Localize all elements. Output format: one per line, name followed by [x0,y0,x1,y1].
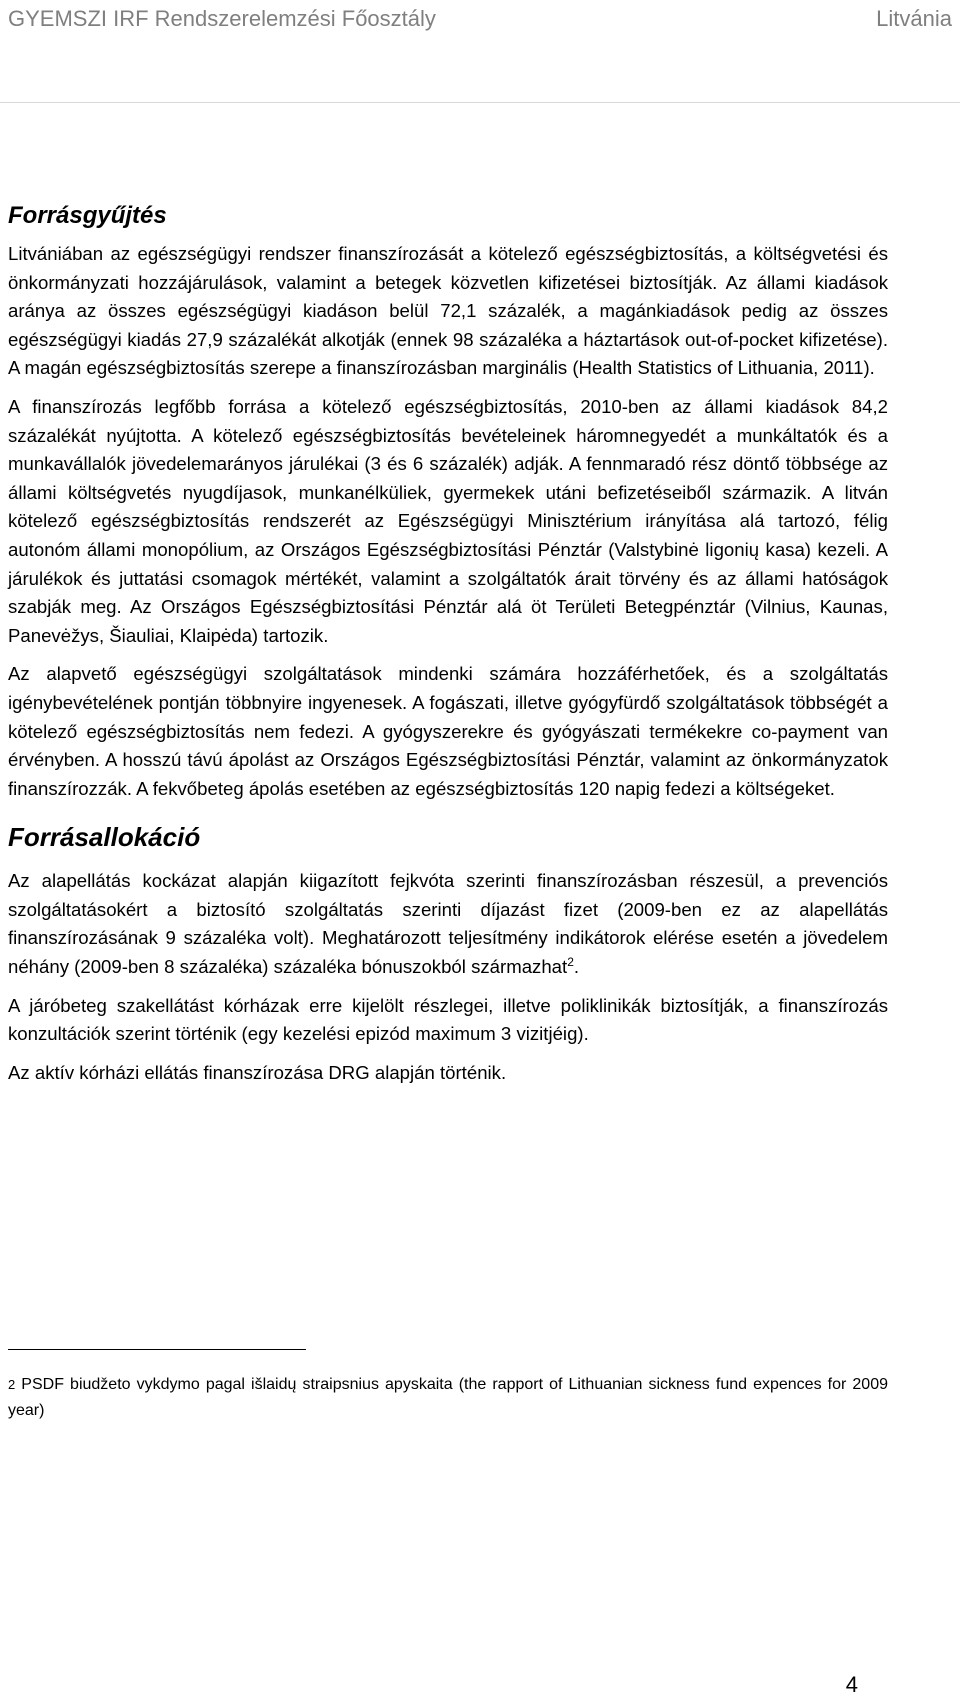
paragraph-3: Az alapvető egészségügyi szolgáltatások mindenki számára hozzáférhetőek, és a szolgáltatás igénybevételének pontján többnyire ingyenesek. A fogászati, illetve gyógyfürdő szolgáltatások többségét a kötelező egészségbiztosítás nem fedezi. A gyógyszerekre és gyógyászati termékekre co-payment van érvényben. A hosszú távú ápolást az Országos Egészségbiztosítási Pénztár, valamint az önkormányzatok finanszírozzák. A fekvőbeteg ápolás esetében az egészségbiztosítás 120 napig fedezi a költségeket. [8,663,888,799]
paragraph-4 [8,867,888,981]
footnote-reference[interactable]: 2 [567,954,574,969]
footnote-divider [8,1349,306,1350]
running-header [8,2,952,36]
header-country: Litvánia [876,6,952,31]
page-number: 4 [845,1672,858,1697]
main-content [8,196,888,1097]
header-divider [0,102,960,103]
paragraph-4-end: . [573,956,580,978]
paragraph-1: Litvániában az egészségügyi rendszer finanszírozását a kötelező egészségbiztosítás, a költségvetési és önkormányzati hozzájárulások, valamint a betegek közvetlen kifizetései biztosítják. Az állami kiadások aránya az összes egészségügyi kiadáson belül 72,1 százalék, a magánkiadások pedig az összes egészségügyi kiadás 27,9 százalékát alkotják (ennek 98 százaléka a háztartások out-of-pocket kifizetése). A magán egészségbiztosítás szerepe a finanszírozásban marginális (Health Statistics of Lithuania, 2011). [8,243,888,379]
header-organization: GYEMSZI IRF Rendszerelemzési Főosztály [8,6,436,31]
footnote-text: PSDF biudžeto vykdymo pagal išlaidų straipsnius apyskaita (the rapport of Lithuanian sickness fund expences for 2009 year) [8,1376,888,1419]
footnote-number: 2 [8,1377,16,1392]
paragraph-2: A finanszírozás legfőbb forrása a kötelező egészségbiztosítás, 2010-ben az állami kiadások 84,2 százalékát nyújtotta. A kötelező egészségbiztosítás bevételeinek háromnegyedét a munkáltatók és a munkavállalók jövedelemarányos járulékai (3 és 6 százalék) adják. A fennmaradó rész döntő többsége az állami költségvetés nyugdíjasok, munkanélküliek, gyermekek utáni befizetéseiből származik. A litván kötelező egészségbiztosítás rendszerét az Egészségügyi Minisztérium irányítása alá tartozó, félig autonóm állami monopólium, az Országos Egészségbiztosítási Pénztár (Valstybinė ligonių kasa) kezeli. A járulékok és juttatási csomagok mértékét, valamint a szolgáltatók árait törvény és az állami hatóságok szabják meg. Az Országos Egészségbiztosítási Pénztár alá öt Területi Betegpénztár (Vilnius, Kaunas, Panevėžys, Šiauliai, Klaipėda) tartozik. [8,395,888,646]
paragraph-6: Az aktív kórházi ellátás finanszírozása DRG alapján történik. [8,1061,507,1083]
section-heading-forrasgyujtes: Forrásgyűjtés [8,202,167,229]
section-heading-forrasallokacio: Forrásallokáció [8,822,201,853]
paragraph-4-text: Az alapellátás kockázat alapján kiigazított fejkvóta szerinti finanszírozásban részesül, a prevenciós szolgáltatásokért a biztosító szolgáltatás szerinti díjazást fizet (2009-ben ez az alapellátás finanszírozásának 9 százaléka volt). Meghatározott teljesítmény indikátorok elérése esetén a jövedelem néhány (2009-ben 8 százaléka) százaléka bónuszokból származhat [8,870,888,978]
paragraph-5: A járóbeteg szakellátást kórházak erre kijelölt részlegei, illetve poliklinikák biztosítják, a finanszírozás konzultációk szerint történik (egy kezelési epizód maximum 3 vizitjéig). [8,994,888,1045]
footnote [8,1372,888,1424]
